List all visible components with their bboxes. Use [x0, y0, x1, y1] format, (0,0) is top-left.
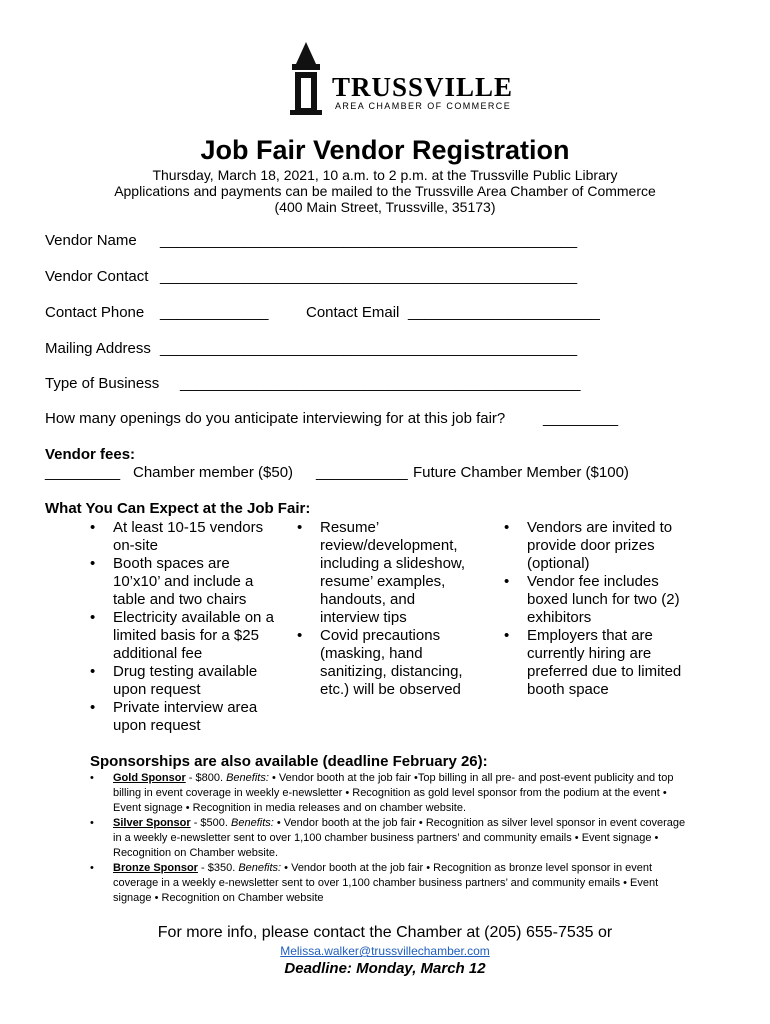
- list-item: • At least 10-15 vendors on-site: [90, 519, 275, 555]
- contact-phone-label: Contact Phone: [45, 304, 145, 321]
- chamber-logo: [286, 40, 514, 118]
- vendor-name-label: Vendor Name: [45, 232, 137, 249]
- openings-label: How many openings do you anticipate interviewing for at this job fair?: [45, 410, 506, 427]
- sponsor-name: Gold Sponsor: [113, 772, 186, 784]
- list-item: • Resume’ review/development, including a slideshow, resume’ examples, handouts, and interview tips: [297, 519, 477, 627]
- future-member-fee-label: Future Chamber Member ($100): [413, 464, 629, 481]
- expect-column-1: [90, 519, 275, 735]
- email-link[interactable]: Melissa.walker@trussvillechamber.com: [280, 944, 490, 958]
- contact-email-field[interactable]: _______________________: [408, 304, 600, 321]
- benefits-label: Benefits:: [238, 862, 282, 874]
- logo-name: TRUSSVILLE: [332, 72, 514, 102]
- list-item: • Booth spaces are 10’x10’ and include a table and two chairs: [90, 555, 275, 609]
- sponsor-price: - $500.: [190, 817, 231, 829]
- vendor-contact-label: Vendor Contact: [45, 268, 149, 285]
- future-member-fee-field[interactable]: ___________: [316, 464, 408, 481]
- list-item: • Vendor fee includes boxed lunch for two (2) exhibitors: [504, 573, 682, 627]
- list-item: • Electricity available on a limited basis for a $25 additional fee: [90, 609, 275, 663]
- clock-tower-icon: [286, 40, 326, 116]
- member-fee-label: Chamber member ($50): [133, 464, 294, 481]
- member-fee-field[interactable]: _________: [45, 464, 121, 481]
- subtitle-address: (400 Main Street, Trussville, 35173): [274, 199, 496, 215]
- subtitle-date: Thursday, March 18, 2021, 10 a.m. to 2 p.m. at the Trussville Public Library: [152, 167, 618, 183]
- sponsor-item-silver: [90, 816, 690, 861]
- vendor-name-field[interactable]: __________________________________________________: [160, 232, 578, 249]
- sponsor-price: - $350.: [197, 862, 239, 874]
- sponsor-item-bronze: [90, 861, 690, 906]
- contact-info: For more info, please contact the Chamber at (205) 655-7535 or: [157, 924, 613, 941]
- subtitle-mail: Applications and payments can be mailed to the Trussville Area Chamber of Commerce: [114, 183, 656, 199]
- list-item: • Vendors are invited to provide door prizes (optional): [504, 519, 682, 573]
- sponsorships-heading: Sponsorships are also available (deadline February 26):: [90, 753, 488, 770]
- sponsorships-list: [90, 771, 690, 906]
- logo-subtitle: AREA CHAMBER OF COMMERCE: [335, 101, 512, 111]
- list-item: • Private interview area upon request: [90, 699, 275, 735]
- list-item: • Employers that are currently hiring are preferred due to limited booth space: [504, 627, 682, 699]
- mailing-address-field[interactable]: __________________________________________________: [160, 340, 578, 357]
- sponsor-item-gold: [90, 771, 690, 816]
- sponsor-name: Silver Sponsor: [113, 817, 191, 829]
- sponsor-name: Bronze Sponsor: [113, 862, 198, 874]
- list-item: • Drug testing available upon request: [90, 663, 275, 699]
- expect-column-3: [504, 519, 682, 699]
- page-title: Job Fair Vendor Registration: [200, 135, 570, 165]
- vendor-contact-field[interactable]: __________________________________________________: [160, 268, 578, 285]
- expect-heading: What You Can Expect at the Job Fair:: [45, 500, 311, 517]
- sponsor-benefits: • Vendor booth at the job fair • Recognition as bronze level sponsor in event coverage in a weekly e-newsletter sent to over 1,100 chamber business partners’ and community emails • Event signage • Recognition on Chamber website: [113, 862, 659, 904]
- type-of-business-label: Type of Business: [45, 375, 160, 392]
- benefits-label: Benefits:: [231, 817, 274, 829]
- sponsor-price: - $800.: [185, 772, 227, 784]
- benefits-label: Benefits:: [226, 772, 269, 784]
- expect-column-2: [297, 519, 477, 699]
- list-item: • Covid precautions (masking, hand sanitizing, distancing, etc.) will be observed: [297, 627, 477, 699]
- mailing-address-label: Mailing Address: [45, 340, 151, 357]
- sponsor-benefits: • Vendor booth at the job fair •Top billing in all pre- and post-event publicity and top billing in event coverage in weekly e-newsletter • Recognition as gold level sponsor from the podium at the event • Event signage • Recognition in media releases and on chamber website.: [113, 772, 674, 814]
- type-of-business-field[interactable]: ________________________________________________: [180, 375, 581, 392]
- contact-email-label: Contact Email: [306, 304, 400, 321]
- contact-phone-field[interactable]: _____________: [160, 304, 269, 321]
- openings-field[interactable]: _________: [543, 410, 619, 427]
- vendor-fees-heading: Vendor fees:: [45, 446, 136, 463]
- sponsor-benefits: • Vendor booth at the job fair • Recognition as silver level sponsor in event coverage in a weekly e-newsletter sent to over 1,100 chamber business partners’ and community emails • Event signage • Recognition on Chamber website.: [113, 817, 686, 859]
- deadline: Deadline: Monday, March 12: [284, 960, 486, 977]
